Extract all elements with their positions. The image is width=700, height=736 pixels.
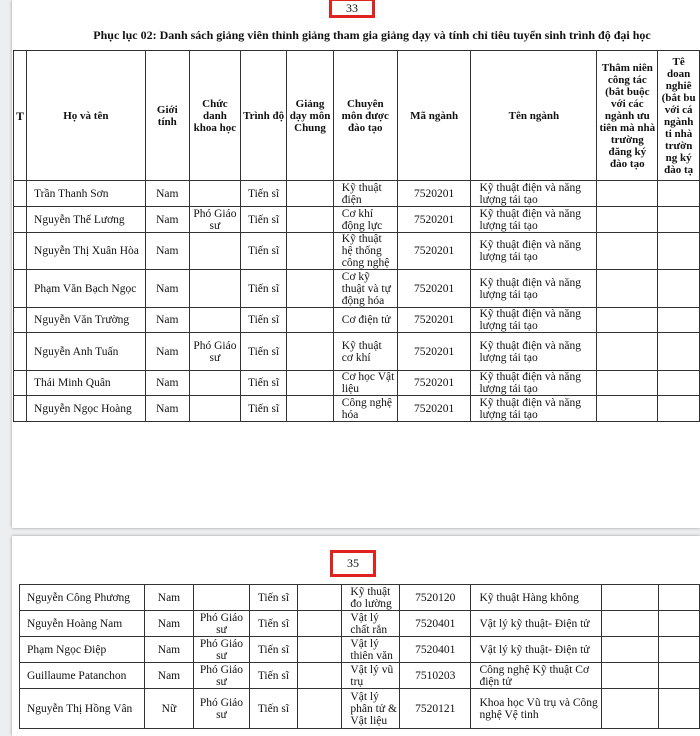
page-number-highlight — [329, 0, 375, 18]
cell-code: 7520201 — [397, 396, 471, 422]
table-row — [20, 663, 700, 689]
table-row — [14, 181, 700, 207]
cell-specialty: Cơ học Vật liệu — [333, 371, 397, 396]
cell-seniority — [601, 611, 658, 637]
header-academic-title: Chức danh khoa học — [189, 51, 240, 181]
cell-name: Trần Thanh Sơn — [27, 181, 146, 207]
lecturer-table — [13, 50, 700, 422]
cell-next — [658, 270, 700, 308]
header-gender: Giới tính — [145, 51, 189, 181]
cell-gender: Nam — [144, 637, 194, 663]
cell-academic-title: Phó Giáo sư — [194, 663, 249, 689]
cell-name: Nguyễn Ngọc Hoàng — [27, 396, 146, 422]
cell-seniority — [597, 207, 658, 233]
cell-common — [287, 270, 334, 308]
cell-major: Kỹ thuật điện và năng lượng tái tạo — [471, 207, 597, 233]
cell-academic-title — [189, 270, 240, 308]
cell-next — [658, 611, 699, 637]
cell-specialty: Vật lý vũ trụ — [342, 663, 400, 689]
table-row — [14, 308, 700, 333]
cell-degree: Tiến sĩ — [240, 308, 286, 333]
cell-gender: Nam — [145, 270, 189, 308]
header-stt: T — [14, 51, 27, 181]
cell-academic-title — [189, 396, 240, 422]
cell-specialty: Cơ điện tử — [333, 308, 397, 333]
cell-stt — [14, 396, 27, 422]
cell-next — [658, 396, 700, 422]
cell-common — [287, 396, 334, 422]
cell-major: Vật lý kỹ thuật- Điện tử — [471, 637, 601, 663]
cell-gender: Nam — [145, 181, 189, 207]
cell-academic-title — [189, 181, 240, 207]
cell-code: 7520401 — [400, 637, 471, 663]
cell-major: Kỹ thuật điện và năng lượng tái tạo — [471, 371, 597, 396]
cell-major: Kỹ thuật Hàng không — [471, 585, 601, 611]
cell-common — [298, 689, 342, 729]
cell-code: 7520201 — [397, 181, 471, 207]
cell-code: 7520201 — [397, 270, 471, 308]
cell-seniority — [597, 308, 658, 333]
cell-academic-title: Phó Giáo sư — [189, 207, 240, 233]
cell-specialty: Vật lý chất rắn — [342, 611, 400, 637]
header-code: Mã ngành — [397, 51, 471, 181]
cell-degree: Tiến sĩ — [240, 181, 286, 207]
cell-degree: Tiến sĩ — [249, 689, 298, 729]
cell-next — [658, 689, 699, 729]
cell-major: Kỹ thuật điện và năng lượng tái tạo — [471, 181, 597, 207]
cell-code: 7520201 — [397, 333, 471, 371]
document-page-35 — [12, 536, 700, 736]
cell-specialty: Kỹ thuật hệ thống công nghệ — [333, 233, 397, 270]
table-row — [14, 270, 700, 308]
cell-name: Nguyễn Anh Tuấn — [27, 333, 146, 371]
cell-specialty: Công nghệ hóa — [333, 396, 397, 422]
header-seniority: Thâm niên công tác (bắt buộc với các ngành ưu tiên mà nhà trường đăng ký đào tạo — [597, 51, 658, 181]
cell-stt — [14, 333, 27, 371]
cell-stt — [14, 207, 27, 233]
table-row — [20, 689, 700, 729]
cell-specialty: Cơ khí động lực — [333, 207, 397, 233]
cell-degree: Tiến sĩ — [249, 585, 298, 611]
cell-next — [658, 181, 700, 207]
cell-common — [287, 233, 334, 270]
cell-academic-title — [194, 585, 249, 611]
cell-stt — [14, 270, 27, 308]
cell-name: Nguyễn Hoàng Nam — [20, 611, 145, 637]
cell-next — [658, 233, 700, 270]
cell-common — [287, 371, 334, 396]
cell-common — [287, 308, 334, 333]
cell-next — [658, 637, 699, 663]
cell-major: Công nghệ Kỹ thuật Cơ điện tử — [471, 663, 601, 689]
cell-major: Khoa học Vũ trụ và Công nghệ Vệ tinh — [471, 689, 601, 729]
cell-common — [287, 207, 334, 233]
cell-specialty: Kỹ thuật cơ khí — [333, 333, 397, 371]
cell-seniority — [601, 637, 658, 663]
cell-name: Nguyễn Thị Hồng Vân — [20, 689, 145, 729]
cell-code: 7520201 — [397, 207, 471, 233]
cell-next — [658, 333, 700, 371]
cell-code: 7520120 — [400, 585, 471, 611]
cell-degree: Tiến sĩ — [249, 611, 298, 637]
cell-degree: Tiến sĩ — [249, 663, 298, 689]
header-common: Giảng dạy môn Chung — [287, 51, 334, 181]
table-row — [20, 585, 700, 611]
cell-degree: Tiến sĩ — [240, 233, 286, 270]
cell-stt — [14, 233, 27, 270]
cell-major: Kỹ thuật điện và năng lượng tái tạo — [471, 233, 597, 270]
cell-seniority — [597, 233, 658, 270]
cell-name: Guillaume Patanchon — [20, 663, 145, 689]
cell-next — [658, 371, 700, 396]
cell-seniority — [601, 689, 658, 729]
cell-name: Nguyễn Thế Lương — [27, 207, 146, 233]
cell-stt — [14, 181, 27, 207]
cell-degree: Tiến sĩ — [240, 396, 286, 422]
cell-academic-title: Phó Giáo sư — [189, 333, 240, 371]
cell-specialty: Vật lý thiên văn — [342, 637, 400, 663]
cell-gender: Nam — [145, 333, 189, 371]
cell-specialty: Vật lý phân tử & Vật liệu — [342, 689, 400, 729]
table-row — [14, 396, 700, 422]
header-name: Họ và tên — [27, 51, 146, 181]
cell-seniority — [601, 663, 658, 689]
cell-next — [658, 308, 700, 333]
table-row — [20, 611, 700, 637]
table-row — [14, 207, 700, 233]
cell-academic-title: Phó Giáo sư — [194, 689, 249, 729]
cell-seniority — [601, 585, 658, 611]
cell-academic-title — [189, 371, 240, 396]
cell-next — [658, 207, 700, 233]
cell-common — [298, 585, 342, 611]
cell-common — [287, 333, 334, 371]
cell-common — [298, 637, 342, 663]
cell-gender: Nam — [144, 611, 194, 637]
cell-gender: Nữ — [144, 689, 194, 729]
cell-name: Nguyễn Thị Xuân Hòa — [27, 233, 146, 270]
cell-name: Phạm Ngọc Điệp — [20, 637, 145, 663]
cell-code: 7520201 — [397, 308, 471, 333]
cell-major: Kỹ thuật điện và năng lượng tái tạo — [471, 396, 597, 422]
cell-major: Kỹ thuật điện và năng lượng tái tạo — [471, 270, 597, 308]
cell-degree: Tiến sĩ — [240, 333, 286, 371]
cell-degree: Tiến sĩ — [249, 637, 298, 663]
cell-degree: Tiến sĩ — [240, 270, 286, 308]
cell-specialty: Kỹ thuật điện — [333, 181, 397, 207]
cell-specialty: Kỹ thuật đo lường — [342, 585, 400, 611]
cell-common — [298, 663, 342, 689]
table-row — [14, 233, 700, 270]
cell-major: Kỹ thuật điện và năng lượng tái tạo — [471, 308, 597, 333]
table-row — [14, 371, 700, 396]
cell-common — [298, 611, 342, 637]
header-degree: Trình độ — [240, 51, 286, 181]
table-header-row — [14, 51, 700, 181]
cell-academic-title — [189, 233, 240, 270]
cell-next — [658, 663, 699, 689]
cell-next — [658, 585, 699, 611]
cell-seniority — [597, 181, 658, 207]
cell-academic-title — [189, 308, 240, 333]
cell-gender: Nam — [145, 207, 189, 233]
header-specialty: Chuyên môn được đào tạo — [333, 51, 397, 181]
cell-common — [287, 181, 334, 207]
cell-stt — [14, 371, 27, 396]
cell-gender: Nam — [144, 663, 194, 689]
page-number-highlight — [330, 550, 376, 577]
cell-seniority — [597, 396, 658, 422]
page-number: 35 — [347, 556, 359, 570]
cell-stt — [14, 308, 27, 333]
cell-code: 7520121 — [400, 689, 471, 729]
cell-gender: Nam — [144, 585, 194, 611]
header-major: Tên ngành — [471, 51, 597, 181]
cell-major: Vật lý kỹ thuật- Điện tử — [471, 611, 601, 637]
cell-gender: Nam — [145, 233, 189, 270]
lecturer-table — [19, 584, 700, 729]
cell-degree: Tiến sĩ — [240, 371, 286, 396]
cell-code: 7510203 — [400, 663, 471, 689]
document-title: Phục lục 02: Danh sách giảng viên thỉnh giảng tham gia giảng dạy và tính chỉ tiêu tuyển sinh trình độ đại học — [93, 28, 651, 42]
cell-name: Nguyễn Công Phương — [20, 585, 145, 611]
document-page-33 — [12, 0, 700, 528]
cell-specialty: Cơ kỹ thuật và tự động hóa — [333, 270, 397, 308]
cell-academic-title: Phó Giáo sư — [194, 637, 249, 663]
cell-gender: Nam — [145, 396, 189, 422]
header-next: Tê doan nghiê (bắt bu với cá ngành ti nhà trườn ng ký đào tạ — [658, 51, 700, 181]
cell-name: Thái Minh Quân — [27, 371, 146, 396]
cell-name: Phạm Văn Bạch Ngọc — [27, 270, 146, 308]
cell-seniority — [597, 371, 658, 396]
cell-code: 7520201 — [397, 233, 471, 270]
cell-gender: Nam — [145, 308, 189, 333]
cell-academic-title: Phó Giáo sư — [194, 611, 249, 637]
cell-name: Nguyễn Văn Trường — [27, 308, 146, 333]
cell-code: 7520201 — [397, 371, 471, 396]
cell-seniority — [597, 270, 658, 308]
table-row — [20, 637, 700, 663]
table-row — [14, 333, 700, 371]
cell-seniority — [597, 333, 658, 371]
cell-major: Kỹ thuật điện và năng lượng tái tạo — [471, 333, 597, 371]
cell-code: 7520401 — [400, 611, 471, 637]
cell-gender: Nam — [145, 371, 189, 396]
page-number: 33 — [346, 0, 358, 15]
cell-degree: Tiến sĩ — [240, 207, 286, 233]
